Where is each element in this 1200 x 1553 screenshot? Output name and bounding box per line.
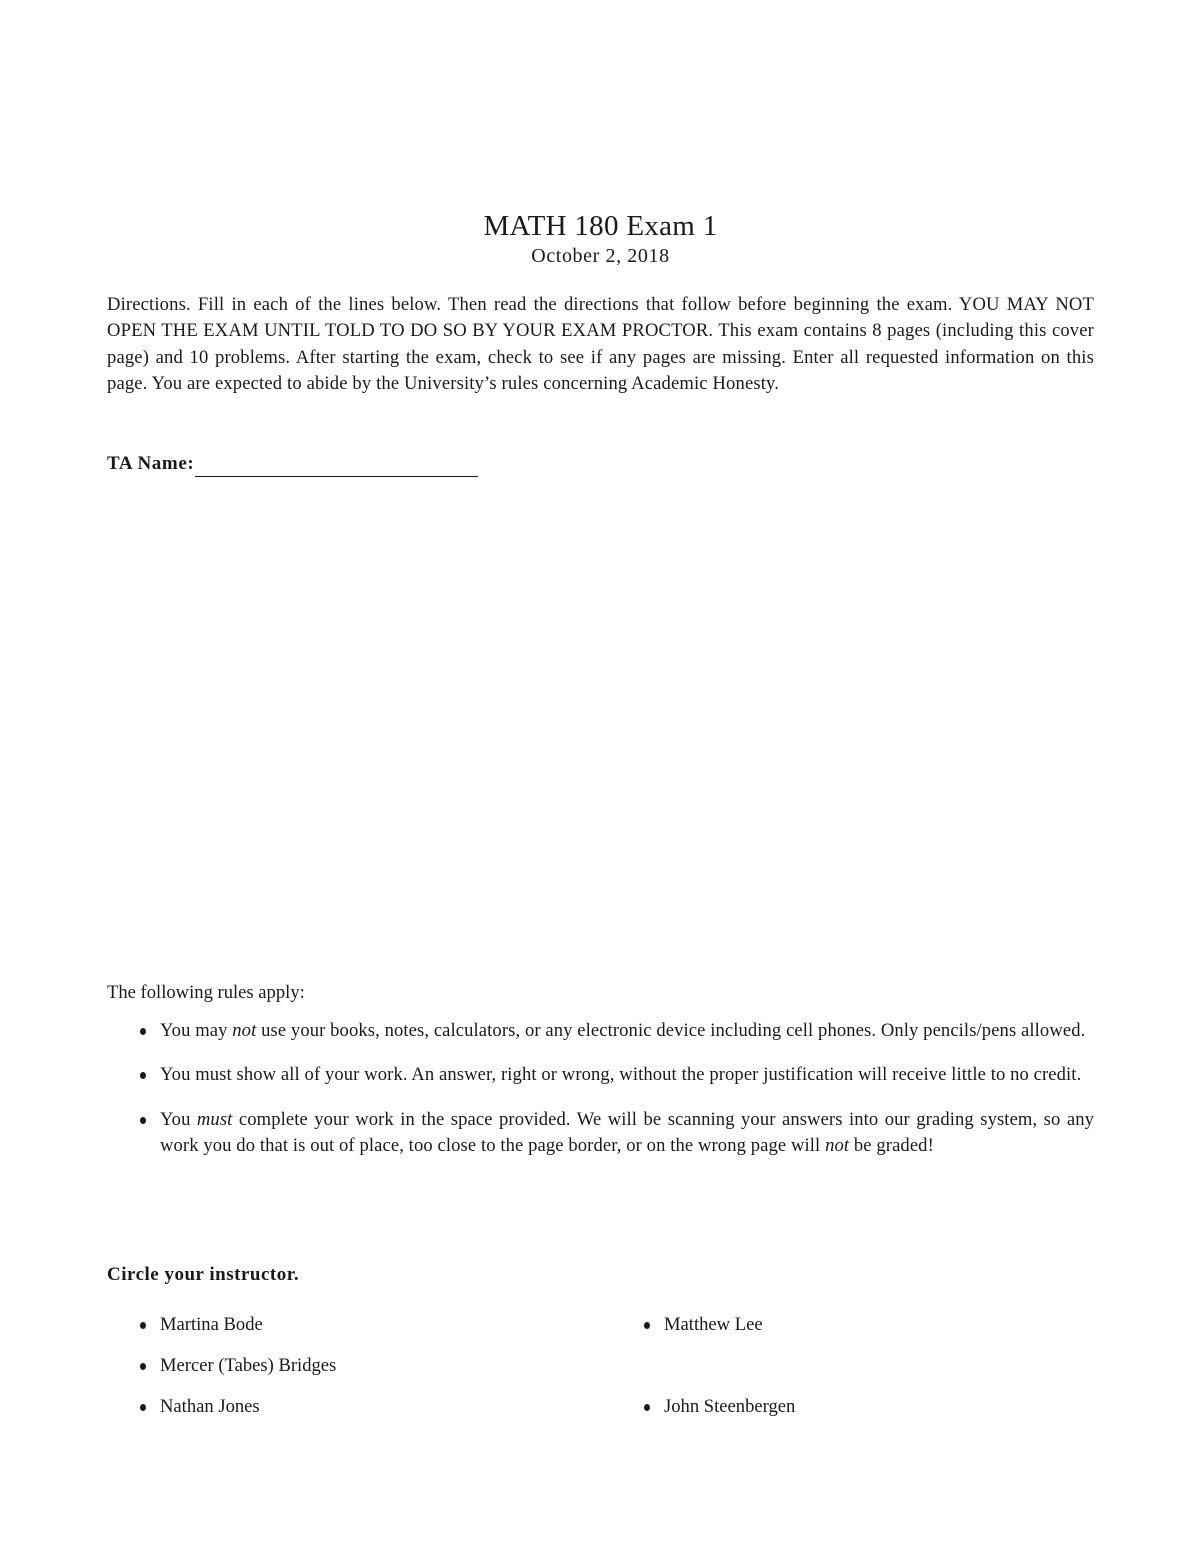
- rules-list: [107, 1018, 1094, 1177]
- instructor-option[interactable]: Martina Bode: [107, 1312, 263, 1338]
- instructor-option[interactable]: John Steenbergen: [611, 1394, 795, 1420]
- rule-item: You must complete your work in the space provided. We will be scanning your answers into our grading system, so any work you do that is out of place, too close to the page border, or on the wrong page will not be graded!: [107, 1107, 1094, 1160]
- bullet-icon: [644, 1404, 650, 1411]
- rules-intro: The following rules apply:: [107, 982, 305, 1003]
- rule-item: You must show all of your work. An answer, right or wrong, without the proper justification will receive little to no credit.: [107, 1062, 1094, 1088]
- bullet-icon: [140, 1404, 146, 1411]
- bullet-icon: [140, 1363, 146, 1370]
- bullet-icon: [644, 1322, 650, 1329]
- instructor-option[interactable]: Nathan Jones: [107, 1394, 260, 1420]
- bullet-icon: [140, 1117, 146, 1124]
- ta-name-row: [107, 451, 478, 477]
- ta-name-field[interactable]: [195, 458, 478, 477]
- exam-title: MATH 180 Exam 1: [483, 210, 718, 242]
- bullet-icon: [140, 1028, 146, 1035]
- bullet-icon: [140, 1322, 146, 1329]
- directions-paragraph: Directions. Fill in each of the lines below. Then read the directions that follow before beginning the exam. YOU MAY NOT OPEN THE EXAM UNTIL TOLD TO DO SO BY YOUR EXAM PROCTOR. This exam contains 8 pages (including this cover page) and 10 problems. After starting the exam, check to see if any pages are missing. Enter all requested information on this page. You are expected to abide by the University’s rules concerning Academic Honesty.: [107, 294, 1094, 394]
- exam-date: October 2, 2018: [531, 245, 670, 267]
- instructor-option[interactable]: Mercer (Tabes) Bridges: [107, 1353, 336, 1379]
- instructor-heading: Circle your instructor.: [107, 1264, 300, 1285]
- instructor-option[interactable]: Matthew Lee: [611, 1312, 763, 1338]
- ta-name-label: TA Name:: [107, 453, 195, 474]
- bullet-icon: [140, 1072, 146, 1079]
- rule-item: You may not use your books, notes, calculators, or any electronic device including cell phones. Only pencils/pens allowed.: [107, 1018, 1094, 1044]
